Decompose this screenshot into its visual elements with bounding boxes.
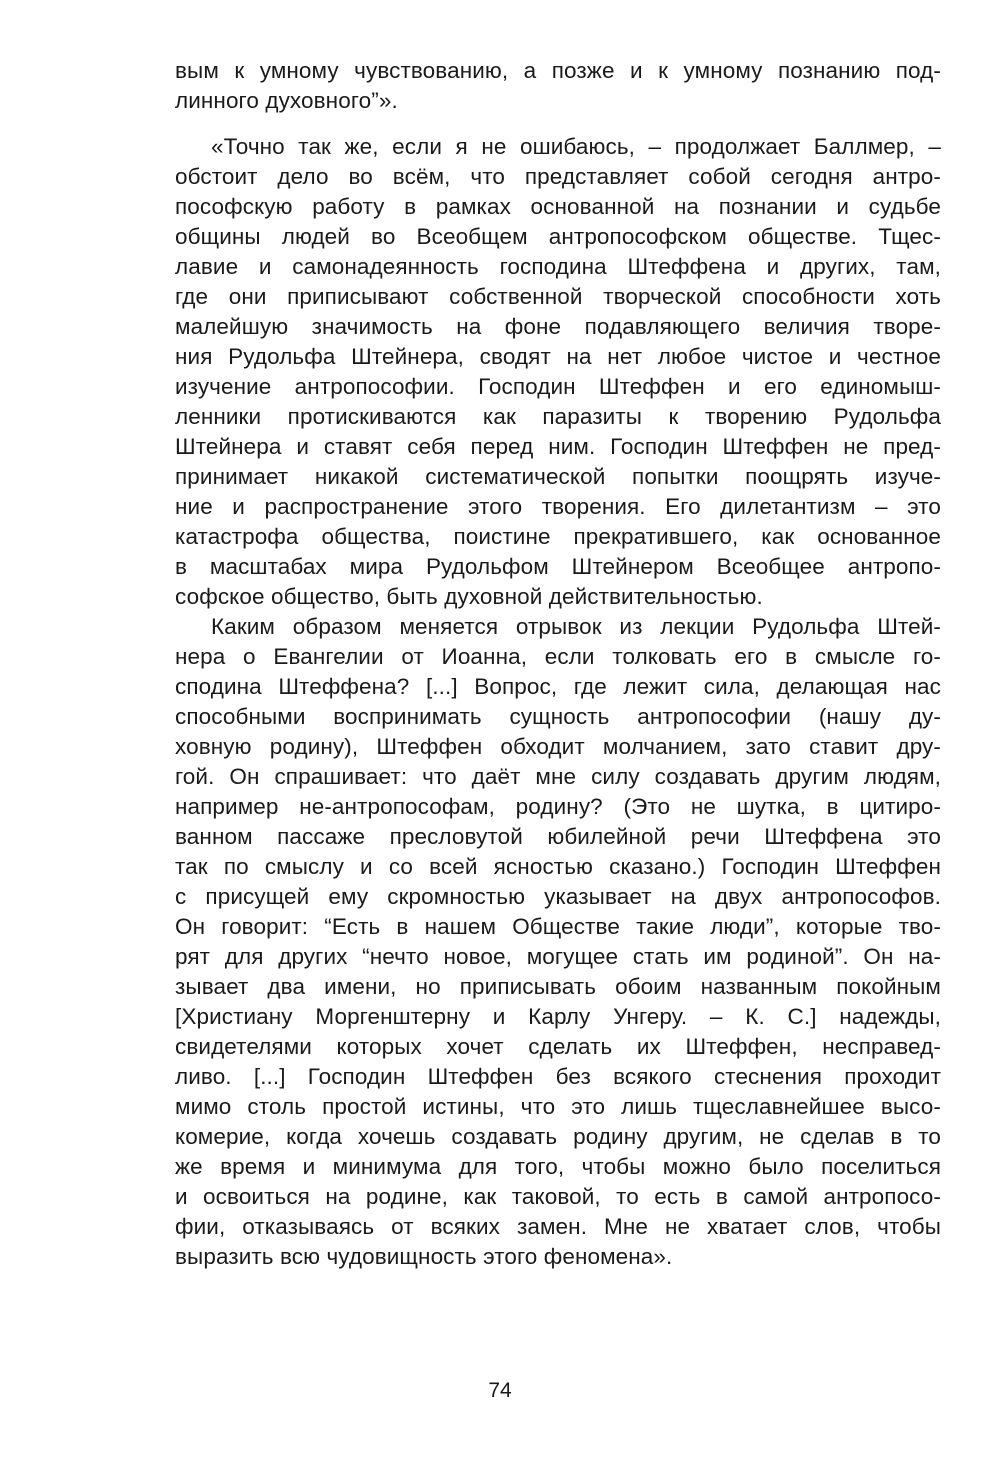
paragraph-1	[175, 56, 941, 116]
text-line: способными воспринимать сущность антропософии (нашу ду-	[175, 704, 941, 729]
text-line: в масштабах мира Рудольфом Штейнером Всеобщее антропо-	[175, 554, 941, 579]
text-line: же время и минимума для того, чтобы можно было поселиться	[175, 1154, 941, 1179]
text-line: и освоиться на родине, как таковой, то есть в самой антропосо-	[175, 1184, 941, 1209]
text-line: ливо. [...] Господин Штеффен без всякого стеснения проходит	[175, 1064, 941, 1089]
text-line: где они приписывают собственной творческой способности хоть	[175, 284, 941, 309]
text-line: лавие и самонадеянность господина Штеффена и других, там,	[175, 254, 941, 279]
text-line: свидетелями которых хочет сделать их Штеффен, несправед-	[175, 1034, 941, 1059]
text-line: мимо столь простой истины, что это лишь тщеславнейшее высо-	[175, 1094, 941, 1119]
text-line: например не-антропософам, родину? (Это не шутка, в цитиро-	[175, 794, 941, 819]
text-line: обстоит дело во всём, что представляет собой сегодня антро-	[175, 164, 941, 189]
text-line: изучение антропософии. Господин Штеффен и его единомыш-	[175, 374, 941, 399]
page-body	[175, 56, 941, 1346]
text-line: Он говорит: “Есть в нашем Обществе такие люди”, которые тво-	[175, 914, 941, 939]
text-line: «Точно так же, если я не ошибаюсь, – продолжает Баллмер, –	[211, 134, 941, 159]
text-line: так по смыслу и со всей ясностью сказано.) Господин Штеффен	[175, 854, 941, 879]
text-line: ние и распространение этого творения. Его дилетантизм – это	[175, 494, 941, 519]
text-line: малейшую значимость на фоне подавляющего величия творе-	[175, 314, 941, 339]
text-line: принимает никакой систематической попытки поощрять изуче-	[175, 464, 941, 489]
text-line: гой. Он спрашивает: что даёт мне силу создавать другим людям,	[175, 764, 941, 789]
text-line: фии, отказываясь от всяких замен. Мне не хватает слов, чтобы	[175, 1214, 941, 1239]
text-line: софское общество, быть духовной действительностью.	[175, 584, 763, 609]
text-line: пософскую работу в рамках основанной на познании и судьбе	[175, 194, 941, 219]
text-line: ния Рудольфа Штейнера, сводят на нет любое чистое и честное	[175, 344, 941, 369]
text-line: нера о Евангелии от Иоанна, если толковать его в смысле го-	[175, 644, 941, 669]
text-line: ленники протискиваются как паразиты к творению Рудольфа	[175, 404, 941, 429]
text-line: комерие, когда хочешь создавать родину другим, не сделав в то	[175, 1124, 941, 1149]
text-line: с присущей ему скромностью указывает на двух антропософов.	[175, 884, 941, 909]
text-line: вым к умному чувствованию, а позже и к умному познанию под-	[175, 58, 941, 83]
text-line: катастрофа общества, поистине прекратившего, как основанное	[175, 524, 941, 549]
page-number: 74	[488, 1379, 512, 1402]
text-line: [Христиану Моргенштерну и Карлу Унгеру. – К. С.] надежды,	[175, 1004, 941, 1029]
text-line: ховную родину), Штеффен обходит молчанием, зато ставит дру-	[175, 734, 941, 759]
text-line: сподина Штеффена? [...] Вопрос, где лежит сила, делающая нас	[175, 674, 941, 699]
text-line: Штейнера и ставят себя перед ним. Господин Штеффен не пред-	[175, 434, 941, 459]
text-line: Каким образом меняется отрывок из лекции Рудольфа Штей-	[211, 614, 941, 639]
paragraph-3	[175, 612, 941, 1272]
text-line: линного духовного”».	[175, 88, 398, 113]
paragraph-2	[175, 132, 941, 612]
text-line: общины людей во Всеобщем антропософском обществе. Тщес-	[175, 224, 941, 249]
text-line: ванном пассаже пресловутой юбилейной речи Штеффена это	[175, 824, 941, 849]
text-line: выразить всю чудовищность этого феномена».	[175, 1244, 673, 1269]
text-line: зывает два имени, но приписывать обоим названным покойным	[175, 974, 941, 999]
text-line: рят для других “нечто новое, могущее стать им родиной”. Он на-	[175, 944, 941, 969]
